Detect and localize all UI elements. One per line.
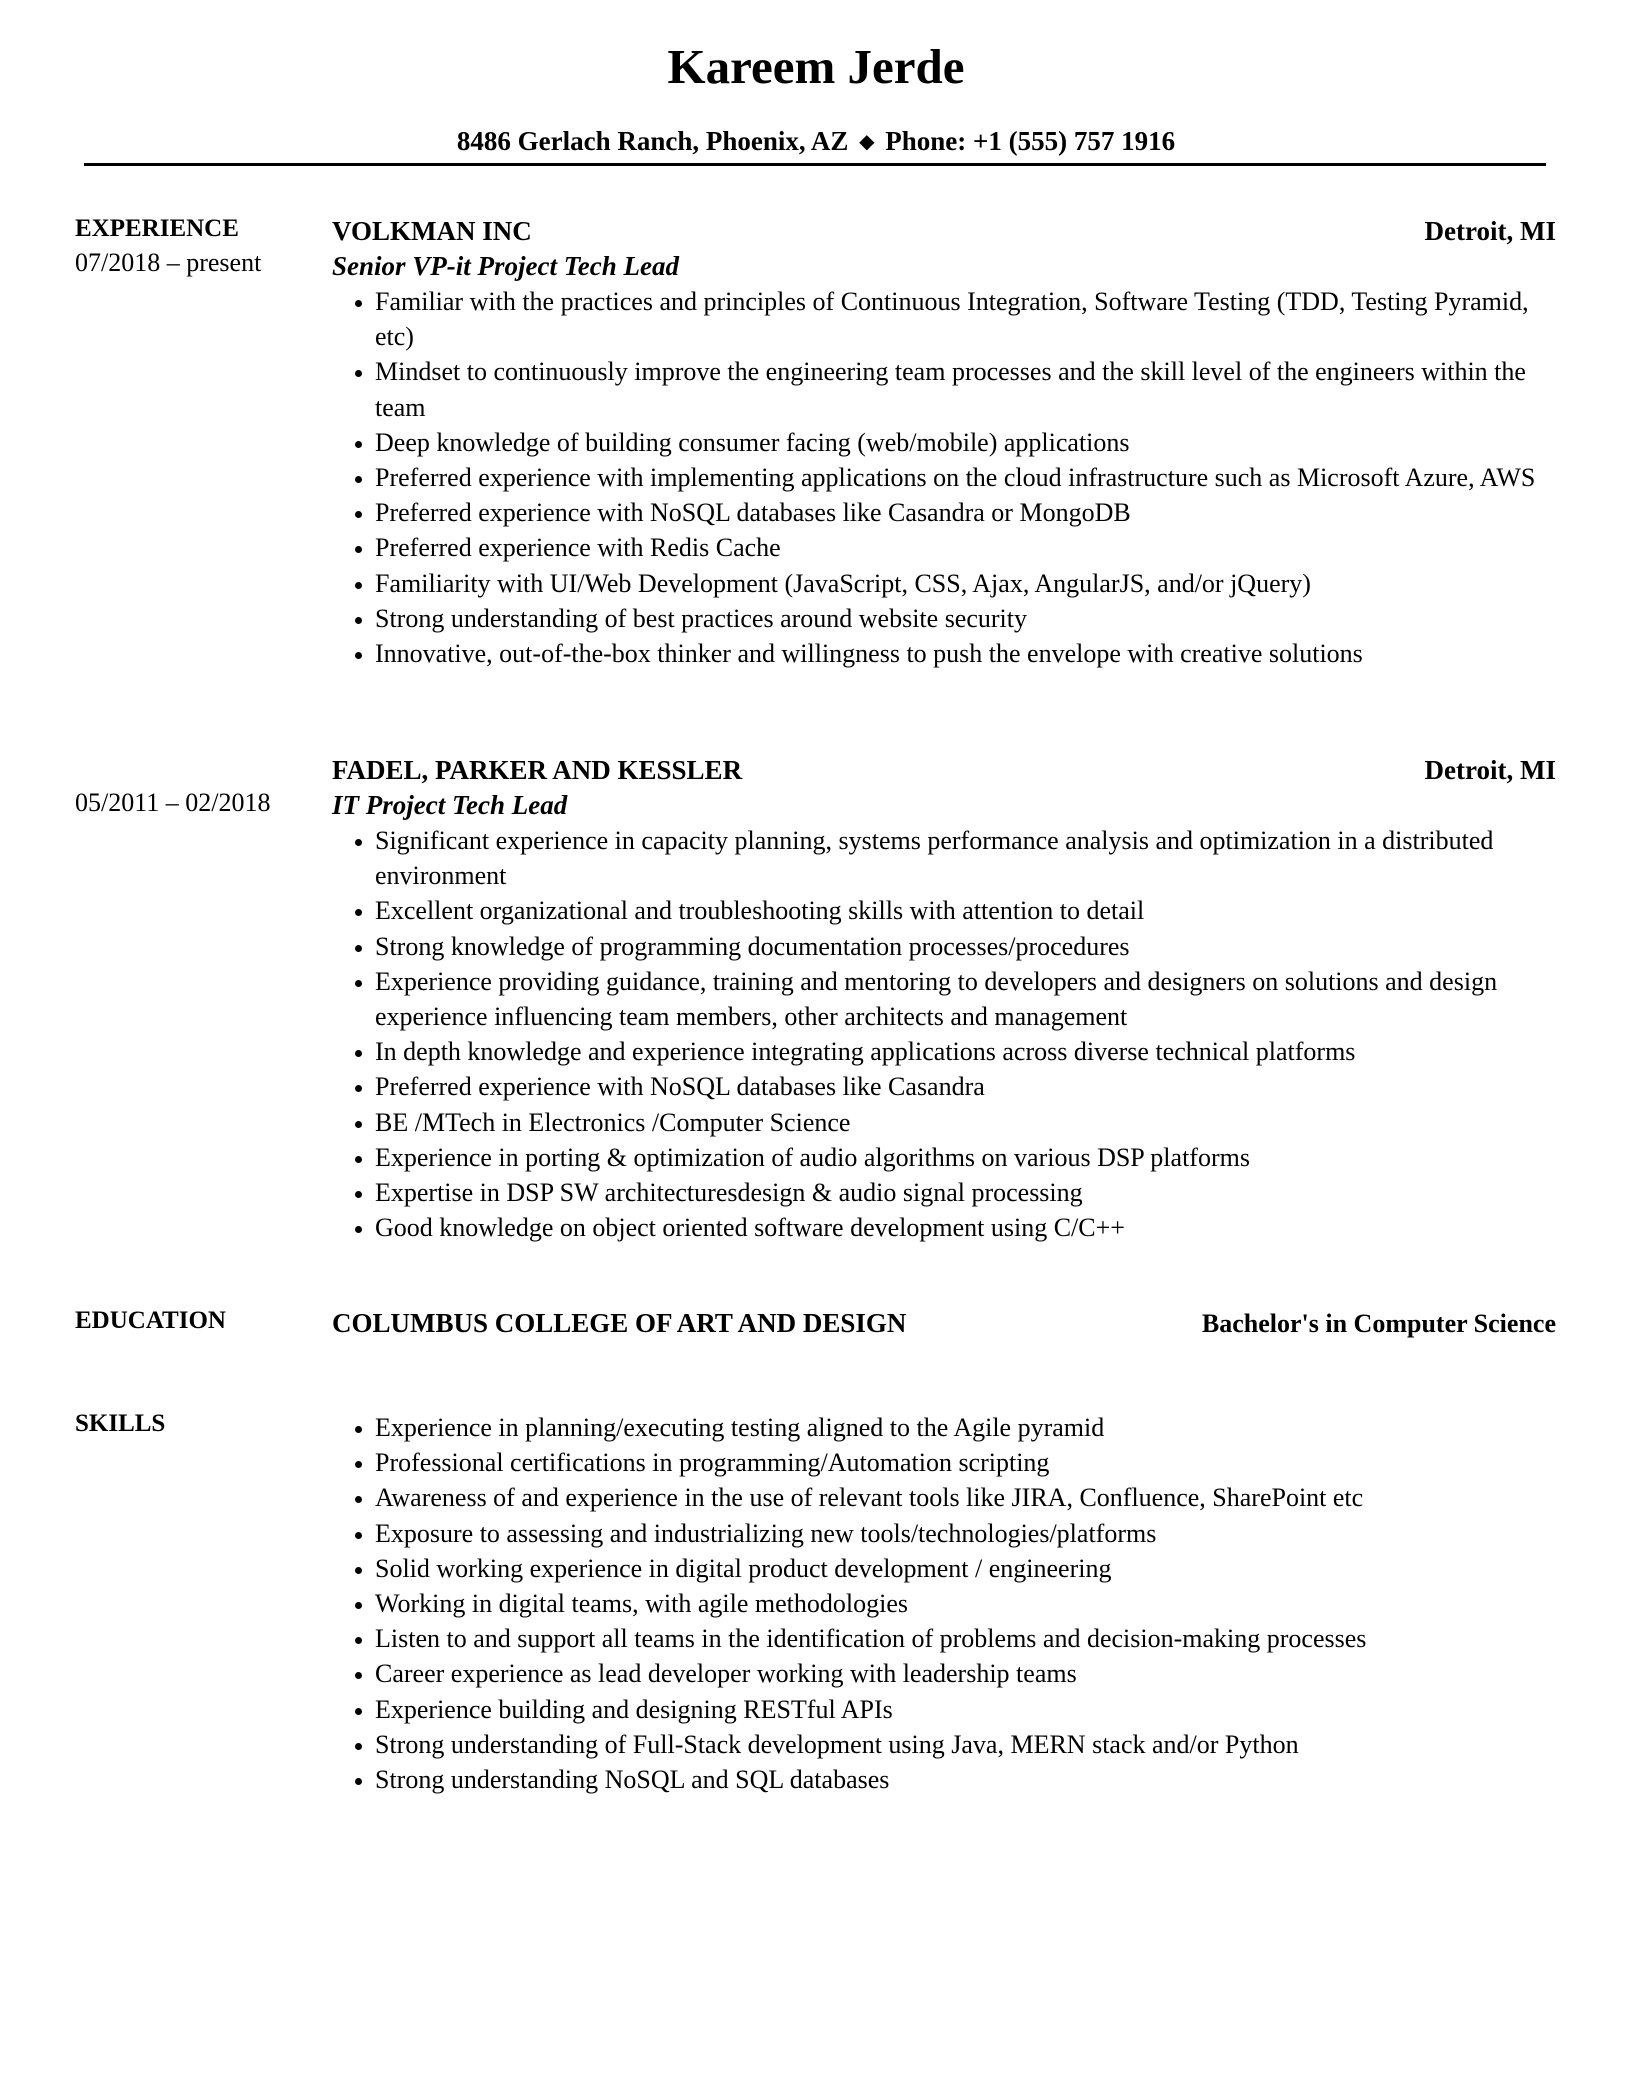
list-item: • BE /MTech in Electronics /Computer Science: [375, 1105, 1556, 1140]
education-header: [332, 1306, 1556, 1341]
phone: Phone: +1 (555) 757 1916: [885, 126, 1176, 156]
list-item: • Strong understanding of best practices around website security: [375, 601, 1556, 636]
list-item: • Listen to and support all teams in the identification of problems and decision-making processes: [375, 1621, 1556, 1656]
list-item: • Expertise in DSP SW architecturesdesign & audio signal processing: [375, 1175, 1556, 1210]
job-1: [332, 214, 1556, 671]
list-item: • Innovative, out-of-the-box thinker and willingness to push the envelope with creative solutions: [375, 636, 1556, 671]
list-item: • Experience in porting & optimization of audio algorithms on various DSP platforms: [375, 1140, 1556, 1175]
education-heading: EDUCATION: [75, 1307, 226, 1334]
list-item: • Experience providing guidance, training and mentoring to developers and designers on solutions and design experience influencing team members, other architects and management: [375, 964, 1556, 1034]
list-item: • Preferred experience with implementing applications on the cloud infrastructure such as Microsoft Azure, AWS: [375, 460, 1556, 495]
job-1-bullets: [332, 284, 1556, 671]
job-2-title: IT Project Tech Lead: [332, 790, 568, 820]
job-2-header: [332, 753, 1556, 787]
education-school: COLUMBUS COLLEGE OF ART AND DESIGN: [332, 1308, 907, 1338]
education-entry: [332, 1306, 1556, 1341]
header-divider: [84, 163, 1546, 166]
list-item: • Solid working experience in digital product development / engineering: [375, 1551, 1556, 1586]
job-2-dates: 05/2011 – 02/2018: [75, 788, 271, 817]
address: 8486 Gerlach Ranch, Phoenix, AZ: [456, 126, 849, 156]
job-2-company: FADEL, PARKER AND KESSLER: [332, 755, 743, 785]
list-item: • Familiar with the practices and principles of Continuous Integration, Software Testing (TDD, Testing Pyramid, etc): [375, 284, 1556, 354]
job-1-title: Senior VP-it Project Tech Lead: [332, 251, 679, 281]
skills-entry: [332, 1410, 1556, 1797]
job-2: [332, 753, 1556, 1245]
skills-heading: SKILLS: [75, 1410, 166, 1437]
list-item: • Career experience as lead developer working with leadership teams: [375, 1656, 1556, 1691]
list-item: • Mindset to continuously improve the engineering team processes and the skill level of the engineers within the team: [375, 354, 1556, 424]
list-item: • Working in digital teams, with agile methodologies: [375, 1586, 1556, 1621]
list-item: • In depth knowledge and experience integrating applications across diverse technical platforms: [375, 1034, 1556, 1069]
list-item: • Awareness of and experience in the use of relevant tools like JIRA, Confluence, SharePoint etc: [375, 1480, 1556, 1515]
diamond-separator-icon: ◆: [859, 131, 875, 153]
candidate-name: Kareem Jerde: [667, 39, 965, 94]
list-item: • Experience in planning/executing testing aligned to the Agile pyramid: [375, 1410, 1556, 1445]
list-item: • Preferred experience with NoSQL databases like Casandra or MongoDB: [375, 495, 1556, 530]
skills-list: [332, 1410, 1556, 1797]
list-item: • Strong understanding of Full-Stack development using Java, MERN stack and/or Python: [375, 1727, 1556, 1762]
list-item: • Familiarity with UI/Web Development (JavaScript, CSS, Ajax, AngularJS, and/or jQuery): [375, 566, 1556, 601]
list-item: • Preferred experience with Redis Cache: [375, 530, 1556, 565]
job-1-location: Detroit, MI: [1424, 216, 1556, 246]
list-item: • Excellent organizational and troubleshooting skills with attention to detail: [375, 893, 1556, 928]
list-item: • Strong knowledge of programming documentation processes/procedures: [375, 929, 1556, 964]
education-degree: Bachelor's in Computer Science: [1201, 1309, 1556, 1338]
job-2-location: Detroit, MI: [1424, 755, 1556, 785]
contact-line: [0, 126, 1632, 157]
list-item: • Experience building and designing RESTful APIs: [375, 1692, 1556, 1727]
list-item: • Deep knowledge of building consumer facing (web/mobile) applications: [375, 425, 1556, 460]
list-item: • Significant experience in capacity planning, systems performance analysis and optimization in a distributed environment: [375, 823, 1556, 893]
list-item: • Strong understanding NoSQL and SQL databases: [375, 1762, 1556, 1797]
list-item: • Professional certifications in programming/Automation scripting: [375, 1445, 1556, 1480]
list-item: • Preferred experience with NoSQL databases like Casandra: [375, 1069, 1556, 1104]
list-item: • Exposure to assessing and industrializing new tools/technologies/platforms: [375, 1516, 1556, 1551]
job-1-company: VOLKMAN INC: [332, 216, 532, 246]
experience-heading: EXPERIENCE: [75, 215, 239, 242]
job-2-bullets: [332, 823, 1556, 1245]
job-1-dates: 07/2018 – present: [75, 248, 262, 277]
list-item: • Good knowledge on object oriented software development using C/C++: [375, 1210, 1556, 1245]
job-1-header: [332, 214, 1556, 248]
